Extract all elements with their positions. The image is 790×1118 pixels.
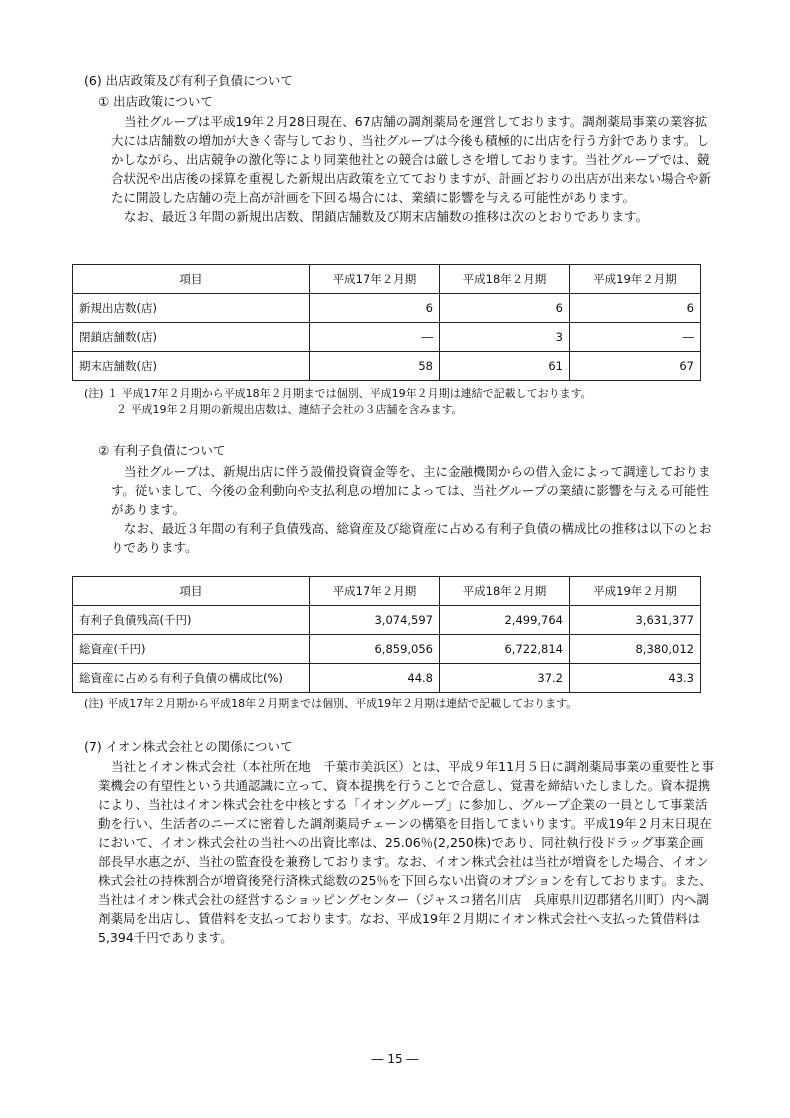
header-fy17: 平成17年２月期 (310, 265, 440, 294)
table-row (73, 352, 701, 381)
row-label: 新規出店数(店) (73, 294, 310, 323)
cell-fy17: 6 (310, 294, 440, 323)
cell-fy19: 43.3 (570, 664, 701, 693)
cell-fy17: 3,074,597 (310, 606, 440, 635)
cell-fy19: 67 (570, 352, 701, 381)
store-policy-text (111, 112, 715, 226)
cell-fy18: 6,722,814 (440, 635, 570, 664)
header-fy19: 平成19年２月期 (570, 265, 701, 294)
cell-fy19: ― (570, 323, 701, 352)
header-fy18: 平成18年２月期 (440, 577, 570, 606)
cell-fy17: ― (310, 323, 440, 352)
store-policy-paragraph-2: なお、最近３年間の新規出店数、閉鎖店舗数及び期末店舗数の推移は次のとおりであります。 (124, 209, 649, 224)
cell-fy19: 8,380,012 (570, 635, 701, 664)
row-label: 総資産に占める有利子負債の構成比(%) (73, 664, 310, 693)
table-1-note-2: ２ 平成19年２月期の新規出店数は、連結子会社の３店舗を含みます。 (116, 403, 463, 416)
table-row (73, 323, 701, 352)
table-row (73, 606, 701, 635)
debt-paragraph-1: 当社グループは、新規出店に伴う設備投資資金等を、主に金融機関からの借入金によって調達しております。従いまして、今後の金利動向や支払利息の増加によっては、当社グループの業績に影響を与える可能性があります。 (111, 464, 711, 517)
aeon-relationship-text (98, 757, 715, 947)
debt-text (111, 462, 715, 557)
cell-fy17: 44.8 (310, 664, 440, 693)
cell-fy18: 2,499,764 (440, 606, 570, 635)
cell-fy18: 37.2 (440, 664, 570, 693)
cell-fy18: 3 (440, 323, 570, 352)
row-label: 総資産(千円) (73, 635, 310, 664)
table-row (73, 635, 701, 664)
table-1-note-1: (注) １ 平成17年２月期から平成18年２月期までは個別、平成19年２月期は連結で記載しております。 (84, 387, 592, 400)
table-row (73, 294, 701, 323)
aeon-paragraph: 当社とイオン株式会社（本社所在地 千葉市美浜区）とは、平成９年11月５日に調剤薬局事業の重要性と事業機会の有望性という共通認識に立って、資本提携を行うことで合意し、覚書を締結いたしました。資本提携により、当社はイオン株式会社を中核とする「イオングループ」に参加し、グループ企業の一員として事業活動を行い、生活者のニーズに密着した調剤薬局チェーンの構築を目指してまいります。平成19年２月末日現在において、イオン株式会社の当社への出資比率は、25.06％(2,250株)であり、同社執行役ドラッグ事業企画部長早水惠之が、当社の監査役を兼務しております。なお、イオン株式会社は当社が増資をした場合、イオン株式会社の持株割合が増資後発行済株式総数の25％を下回らない出資のオプションを有しております。また、当社はイオン株式会社の経営するショッピングセンター（ジャスコ猪名川店 兵庫県川辺郡猪名川町）内へ調剤薬局を出店し、賃借料を支払っております。なお、平成19年２月期にイオン株式会社へ支払った賃借料は5,394千円であります。 (98, 759, 715, 945)
row-label: 閉鎖店舗数(店) (73, 323, 310, 352)
section-7-heading: (7) イオン株式会社との関係について (84, 739, 293, 754)
row-label: 有利子負債残高(千円) (73, 606, 310, 635)
cell-fy17: 6,859,056 (310, 635, 440, 664)
cell-fy18: 6 (440, 294, 570, 323)
section-6-2-heading: ② 有利子負債について (98, 443, 226, 458)
store-policy-paragraph-1: 当社グループは平成19年２月28日現在、67店舗の調剤薬局を運営しております。調剤薬局事業の業容拡大には店舗数の増加が大きく寄与しており、当社グループは今後も積極的に出店を行う方針であります。しかしながら、出店競争の激化等により同業他社との競合は厳しさを増しております。当社グループでは、競合状況や出店後の採算を重視した新規出店政策を立てておりますが、計画どおりの出店が出来ない場合や新たに開設した店舗の売上高が計画を下回る場合には、業績に影響を与える可能性があります。 (111, 114, 712, 205)
header-fy18: 平成18年２月期 (440, 265, 570, 294)
cell-fy17: 58 (310, 352, 440, 381)
row-label: 期末店舗数(店) (73, 352, 310, 381)
section-6-1-heading: ① 出店政策について (98, 94, 213, 109)
table-header-row (73, 577, 701, 606)
table-2-note: (注) 平成17年２月期から平成18年２月期までは個別、平成19年２月期は連結で記載しております。 (84, 697, 578, 710)
header-fy17: 平成17年２月期 (310, 577, 440, 606)
debt-paragraph-2: なお、最近３年間の有利子負債残高、総資産及び総資産に占める有利子負債の構成比の推移は以下のとおりであります。 (111, 521, 712, 555)
table-header-row (73, 265, 701, 294)
cell-fy18: 61 (440, 352, 570, 381)
header-item: 項目 (73, 265, 310, 294)
table-row (73, 664, 701, 693)
page-number: ― 15 ― (371, 1052, 419, 1066)
section-6-heading: (6) 出店政策及び有利子負債について (84, 73, 293, 88)
header-item: 項目 (73, 577, 310, 606)
cell-fy19: 6 (570, 294, 701, 323)
store-count-table (72, 264, 701, 381)
cell-fy19: 3,631,377 (570, 606, 701, 635)
header-fy19: 平成19年２月期 (570, 577, 701, 606)
debt-table (72, 576, 701, 693)
